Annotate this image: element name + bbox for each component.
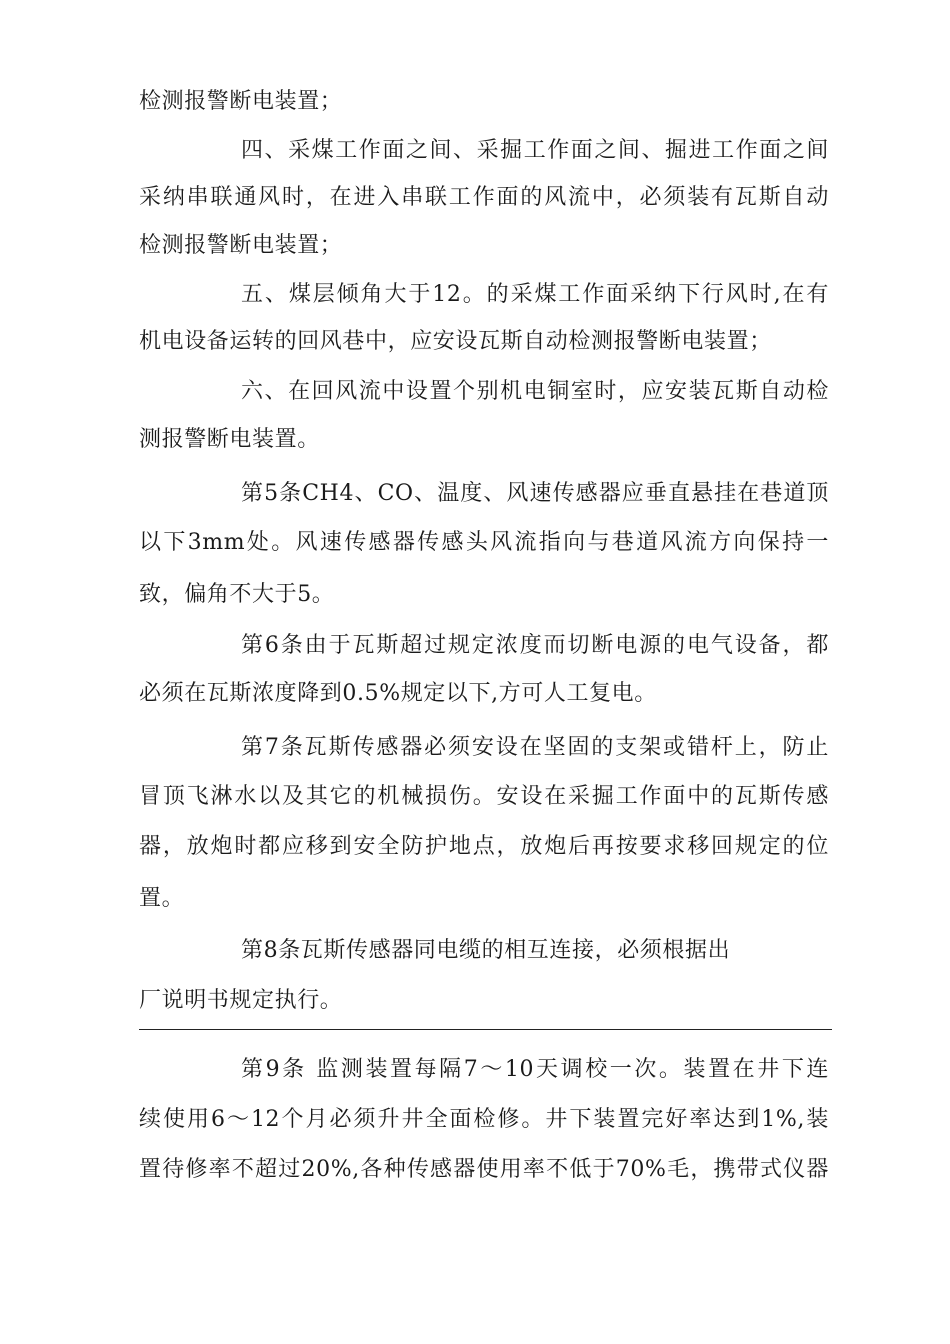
text-line: 检测报警断电装置； [139,89,343,114]
text-line: 五、煤层倾角大于12。的采煤工作面采纳下行风时,在有 [241,282,829,307]
text-line: 第5条CH4、CO、温度、风速传感器应垂直悬挂在巷道顶 [241,481,829,506]
text-line: 续使用6〜12个月必须升井全面检修。井下装置完好率达到1%,装 [139,1107,829,1132]
text-line: 器，放炮时都应移到安全防护地点，放炮后再按要求移回规定的位 [139,834,829,859]
text-line: 置。 [139,886,185,911]
text-line: 致，偏角不大于5。 [139,582,335,607]
text-line: 第6条由于瓦斯超过规定浓度而切断电源的电气设备，都 [241,633,829,658]
text-line: 测报警断电装置。 [139,427,320,452]
text-line: 以下3mm处。风速传感器传感头风流指向与巷道风流方向保持一 [139,530,829,555]
text-line: 置待修率不超过20%,各种传感器使用率不低于70%毛，携带式仪器 [139,1157,829,1182]
text-line: 必须在瓦斯浓度降到0.5%规定以下,方可人工复电。 [139,681,657,706]
text-line: 第7条瓦斯传感器必须安设在坚固的支架或错杆上，防止 [241,735,829,760]
text-line: 四、采煤工作面之间、采掘工作面之间、掘进工作面之间 [241,138,829,163]
text-line: 检测报警断电装置； [139,233,343,258]
text-line: 采纳串联通风时，在进入串联工作面的风流中，必须装有瓦斯自动 [139,185,829,210]
text-line: 第8条瓦斯传感器同电缆的相互连接，必须根据出 [241,938,731,963]
text-line: 冒顶飞淋水以及其它的机械损伤。安设在采掘工作面中的瓦斯传感 [139,784,829,809]
horizontal-rule [139,1029,832,1030]
text-line: 六、在回风流中设置个别机电铜室时，应安装瓦斯自动检 [241,379,829,404]
text-line: 第9条 监测装置每隔7〜10天调校一次。装置在井下连 [241,1057,829,1082]
text-line: 机电设备运转的回风巷中，应安设瓦斯自动检测报警断电装置； [139,329,772,354]
text-line: 厂说明书规定执行。 [139,988,343,1013]
